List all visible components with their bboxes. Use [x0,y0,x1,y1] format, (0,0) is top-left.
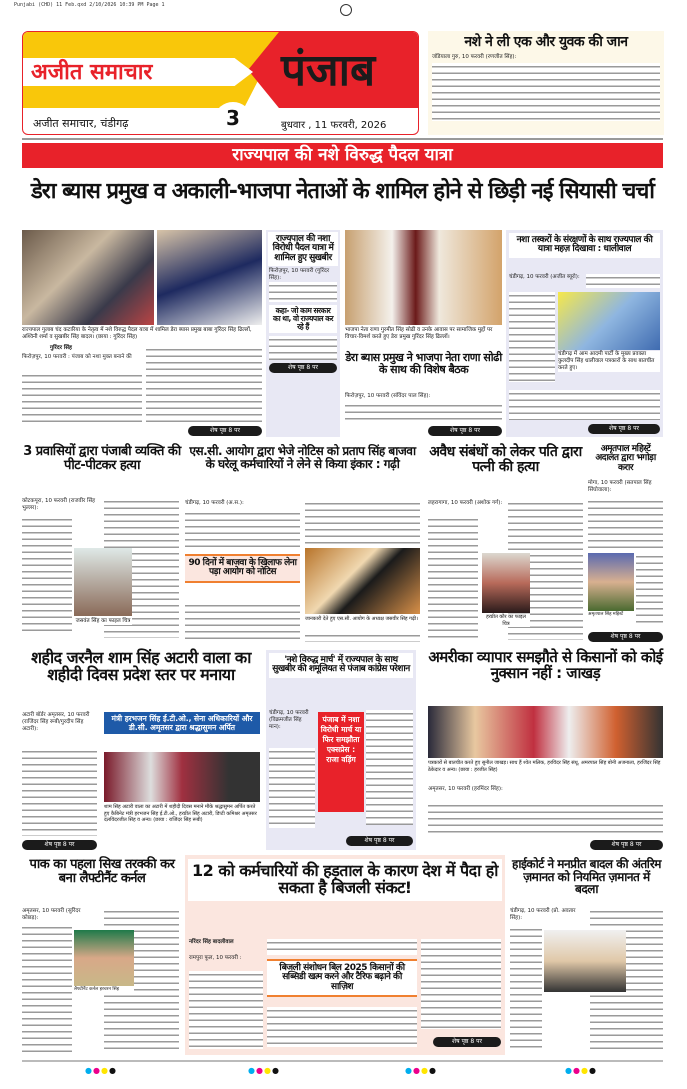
aap-box [506,230,663,437]
article-body [428,802,663,836]
congress-headline: 'नशे विरुद्ध मार्च' में राज्यपाल के साथ सुखबीर की शमूलियत से पंजाब कांग्रेस परेशान [269,653,413,678]
attari-caption: शाम सिंह अटारी वाला का अटारी में शहीदी दिवस मनाने मौके श्रद्धासुमन अर्पित करते हुए कैबिनेट मंत्री हरभजन सिंह ई.टी.ओ., हरप्रीत सिंह अटारी, डिप्टी कमिश्नर अमृतसर दलविंदरजीत सिंह व अन्य। (छाया : राजिंदर सिंह रूबी) [104,804,257,823]
dateline: लहरागागा, 10 फरवरी (अशोक गर्ग): [428,500,503,506]
dhaliwal-photo [558,292,660,350]
manpreet-photo [544,930,626,992]
article-body [586,274,660,288]
dateline: फिरोज़पुर, 10 फरवरी : पंजाब को नशा मुक्त बनाने की [22,354,132,360]
article-body [510,926,542,1052]
bajwa-subhead: 90 दिनों में बाजवा के खिलाफ लेना पड़ा आयोग को नोटिस [185,554,300,583]
divider [22,138,663,140]
jaswant-photo [74,548,132,616]
article-body [428,516,478,640]
dateline: अटारी बॉर्डर अमृतसर, 10 फरवरी (राजिंदर सिंह रूबी/गुरदीप सिंह अटारी): [22,712,90,732]
sodhi-photo [345,230,502,325]
strike-box [185,855,505,1055]
dateline: जंडियाला गुरु, 10 फरवरी (रणजीत सिंह): [432,53,517,60]
jaswant-caption: जसवंत सिंह का फाइल चित्र [75,618,131,624]
continued-button[interactable]: शेष पृष्ठ 8 पर [428,426,502,436]
jakhar-headline: अमरीका व्यापार समझौते से किसानों को कोई नुक्सान नहीं : जाखड़ [428,648,663,682]
dateline: चंडीगढ़, 10 फरवरी (प्रो. अवतार सिंह): [510,908,576,921]
attari-box-headline: मंत्री हरभजन सिंह ई.टी.ओ., सेना अधिकारियों और डी.सी. अमृतसर द्वारा श्रद्धासुमन अर्पित [104,712,260,734]
sodhi-headline: डेरा ब्यास प्रमुख ने भाजपा नेता राणा सोढी के साथ की विशेष बैठक [345,351,502,376]
attari-photo [104,752,260,802]
strike-headline: 12 को कर्मचारियों की हड़ताल के कारण देश में पैदा हो सकता है बिजली संकट! [188,859,502,901]
amritpal-photo [588,553,634,611]
article-body [22,372,142,424]
article-body [588,498,663,550]
jakhar-photo [428,706,663,758]
march-photo-1 [22,230,154,325]
attari-headline: शहीद जरनैल शाम सिंह अटारी वाला का शहीदी दिवस प्रदेश स्तर पर मनाया [31,648,251,684]
jakhar-caption: पत्रकारों से बातचीत करते हुए सुनील जाखड़। साथ हैं श्वेत मलिक, हरविंदर सिंह संधू, अमरपाल सिंह बोनी अजनाला, हरजिंदर सिंह ठेकेदार व अन्य। (छाया : हरजीत सिंह) [428,760,661,773]
article-body [421,939,501,1029]
aap-headline: नशा तस्करों के संरक्षणों के साथ राज्यपाल की यात्रा महज़ दिखावा : धालीवाल [509,233,660,258]
strike-subhead: बिजली संशोधन बिल 2025 किसानों की सब्सिडी खत्म करने और टैरिफ बढ़ाने की साज़िश [267,959,417,997]
wife-headline: अवैध संबंधों को लेकर पति द्वारा पत्नी की हत्या [429,444,582,475]
dateline: कोटकपूरा, 10 फरवरी (राजवीर सिंह भुल्लर): [22,498,96,511]
sidebar-subhead: कहा- जो काम सरकार का था, वो राज्यपाल कर रहे हैं [269,305,337,333]
continued-button[interactable]: शेष पृष्ठ 8 पर [188,426,262,436]
article-body [189,971,263,1049]
article-body [509,390,660,420]
harcharan-photo [74,930,134,986]
dateline: अमृतसर, 10 फरवरी (सुरिंदर कोछड़): [22,908,81,921]
article-body [22,748,97,836]
article-body [366,710,413,825]
dateline: फिरोज़पुर, 10 फरवरी (संविंदर पाल सिंह): [345,393,431,399]
red-banner: राज्यपाल की नशे विरुद्ध पैदल यात्रा [22,143,663,168]
dateline: चंडीगढ़, 10 फरवरी (अजीत ब्यूरो): [509,274,580,280]
continued-button[interactable]: शेष पृष्ठ 8 पर [588,424,660,434]
dateline: रामपुरा फूल, 10 फरवरी : [189,955,242,961]
article-body [432,63,660,121]
photo-caption: राज्यपाल गुलाब चंद कटारिया के नेतृत्व में नशे विरुद्ध पैदल यात्रा में शामिल डेरा ब्यास प्रमुख बाबा गुरिंदर सिंह ढिल्लों, अश्विनी शर्मा व सुखबीर सिंह बादल। (छाया : गुरिंदर सिंह) [22,327,252,340]
bajwa-headline: एस.सी. आयोग द्वारा भेजे नोटिस को प्रताप सिंह बाजवा के घरेलू कर्मचारियों ने लेने से किया इंकार : गढ़ी [189,444,416,471]
march-photo-2 [157,230,262,325]
city: अजीत समाचार, चंडीगढ़ [33,117,129,130]
article-body [267,1007,417,1047]
amritpal-caption: अमृतपाल सिंह महिस्टें [588,612,634,618]
article-body [345,402,502,424]
article-body [269,748,315,828]
aap-caption: चंडीगढ़ में आम आदमी पार्टी के मुख्य प्रवक्ता कुलदीप सिंह धालीवाल पत्रकारों के साथ बातचीत करते हुए। [558,351,660,372]
main-headline: डेरा ब्यास प्रमुख व अकाली-भाजपा नेताओं के शामिल होने से छिड़ी नई सियासी चर्चा [30,179,655,204]
garhi-caption: जानकारी देते हुए एस.सी. आयोग के अध्यक्ष जसवीर सिंह गढ़ी। [305,616,418,622]
headline: नशे ने ली एक और युवक की जान [464,34,628,50]
dateline: अमृतसर, 10 फरवरी (हरमिंदर सिंह): [428,786,503,792]
color-bar: ●●●● [565,1066,597,1075]
article-body [305,500,420,544]
harpreet-caption: हरप्रीत कौर का फाइल चित्र [482,614,530,627]
brand-right: पंजाब [281,45,376,96]
article-body [269,282,337,302]
byline: गुरिंदर सिंह [50,345,72,351]
byline: नरिंदर सिंह बादलीवाल [189,939,234,945]
sodhi-caption: भाजपा नेता राणा गुरमीत सिंह सोढी व उनके आवास पर सामाजिक मुद्दों पर विचार-विमर्श करते हुए डेरा प्रमुख गुरिंदर सिंह ढिल्लों। [345,327,493,340]
continued-button[interactable]: शेष पृष्ठ 8 पर [588,632,663,642]
continued-button[interactable]: शेष पृष्ठ 8 पर [433,1037,501,1047]
top-story [428,31,664,135]
color-bar: ●●●● [85,1066,117,1075]
article-body [305,632,420,642]
murder-headline: 3 प्रवासियों द्वारा पंजाबी व्यक्ति की पीट-पीटकर हत्या [23,444,181,473]
continued-button[interactable]: शेष पृष्ठ 8 पर [590,840,663,850]
continued-button[interactable]: शेष पृष्ठ 8 पर [346,836,413,846]
article-body [185,510,300,550]
congress-box [266,650,416,850]
continued-button[interactable]: शेष पृष्ठ 8 पर [22,840,97,850]
article-body [636,553,663,625]
masthead [22,31,419,135]
wadding-quote: पंजाब में नशा विरोधी मार्च या फिर समझौता एक्सप्रेस : राजा वड़िंग [318,712,364,812]
article-body [146,346,262,424]
article-body [22,516,72,636]
article-body [269,336,337,360]
color-bar: ●●●● [405,1066,437,1075]
article-body [22,924,72,1052]
date: बुधवार , 11 फरवरी, 2026 [281,120,387,131]
harcharan-caption: लैफ्टीनैंट कर्नल हरचरन सिंह [74,987,134,993]
registration-mark [340,4,352,16]
pak-headline: पाक का पहला सिख तरक्की कर बना लैफ्टीनैंट कर्नल [29,857,175,886]
dateline: मोगा, 10 फरवरी (सतपाल सिंह सिंघोवाला): [588,480,652,493]
continued-button[interactable]: शेष पृष्ठ 8 पर [269,363,337,373]
dateline: फिरोज़पुर, 10 फरवरी (गुरिंदर सिंह): [269,268,330,282]
page-number: 3 [215,102,251,134]
harpreet-photo [482,553,530,613]
article-body [185,602,300,640]
dateline: चंडीगढ़, 10 फरवरी (विक्रमजीत सिंह मान): [269,710,309,730]
garhi-photo [305,548,420,614]
dateline: चंडीगढ़, 10 फरवरी (अ.स.): [185,500,244,506]
article-body [267,939,417,955]
article-body [509,292,555,382]
amritpal-headline: अमृतपाल महिस्टें अदालत द्वारा भगोड़ा करार [595,444,656,473]
registration-strip [22,1060,663,1062]
sukhbir-sidebar [266,230,340,437]
sidebar-headline: राज्यपाल की नशा विरोधी पैदल यात्रा में शामिल हुए सुखबीर [268,232,338,266]
color-bar: ●●●● [248,1066,280,1075]
hc-headline: हाईकोर्ट ने मनप्रीत बादल की अंतरिम ज़मानत को नियमित ज़मानत में बदला [512,857,661,897]
brand-left: अजीत समाचार [31,60,153,85]
print-slug: Punjabi (CHD) 11 Feb.qxd 2/10/2026 10:39 PM Page 1 [14,2,165,8]
